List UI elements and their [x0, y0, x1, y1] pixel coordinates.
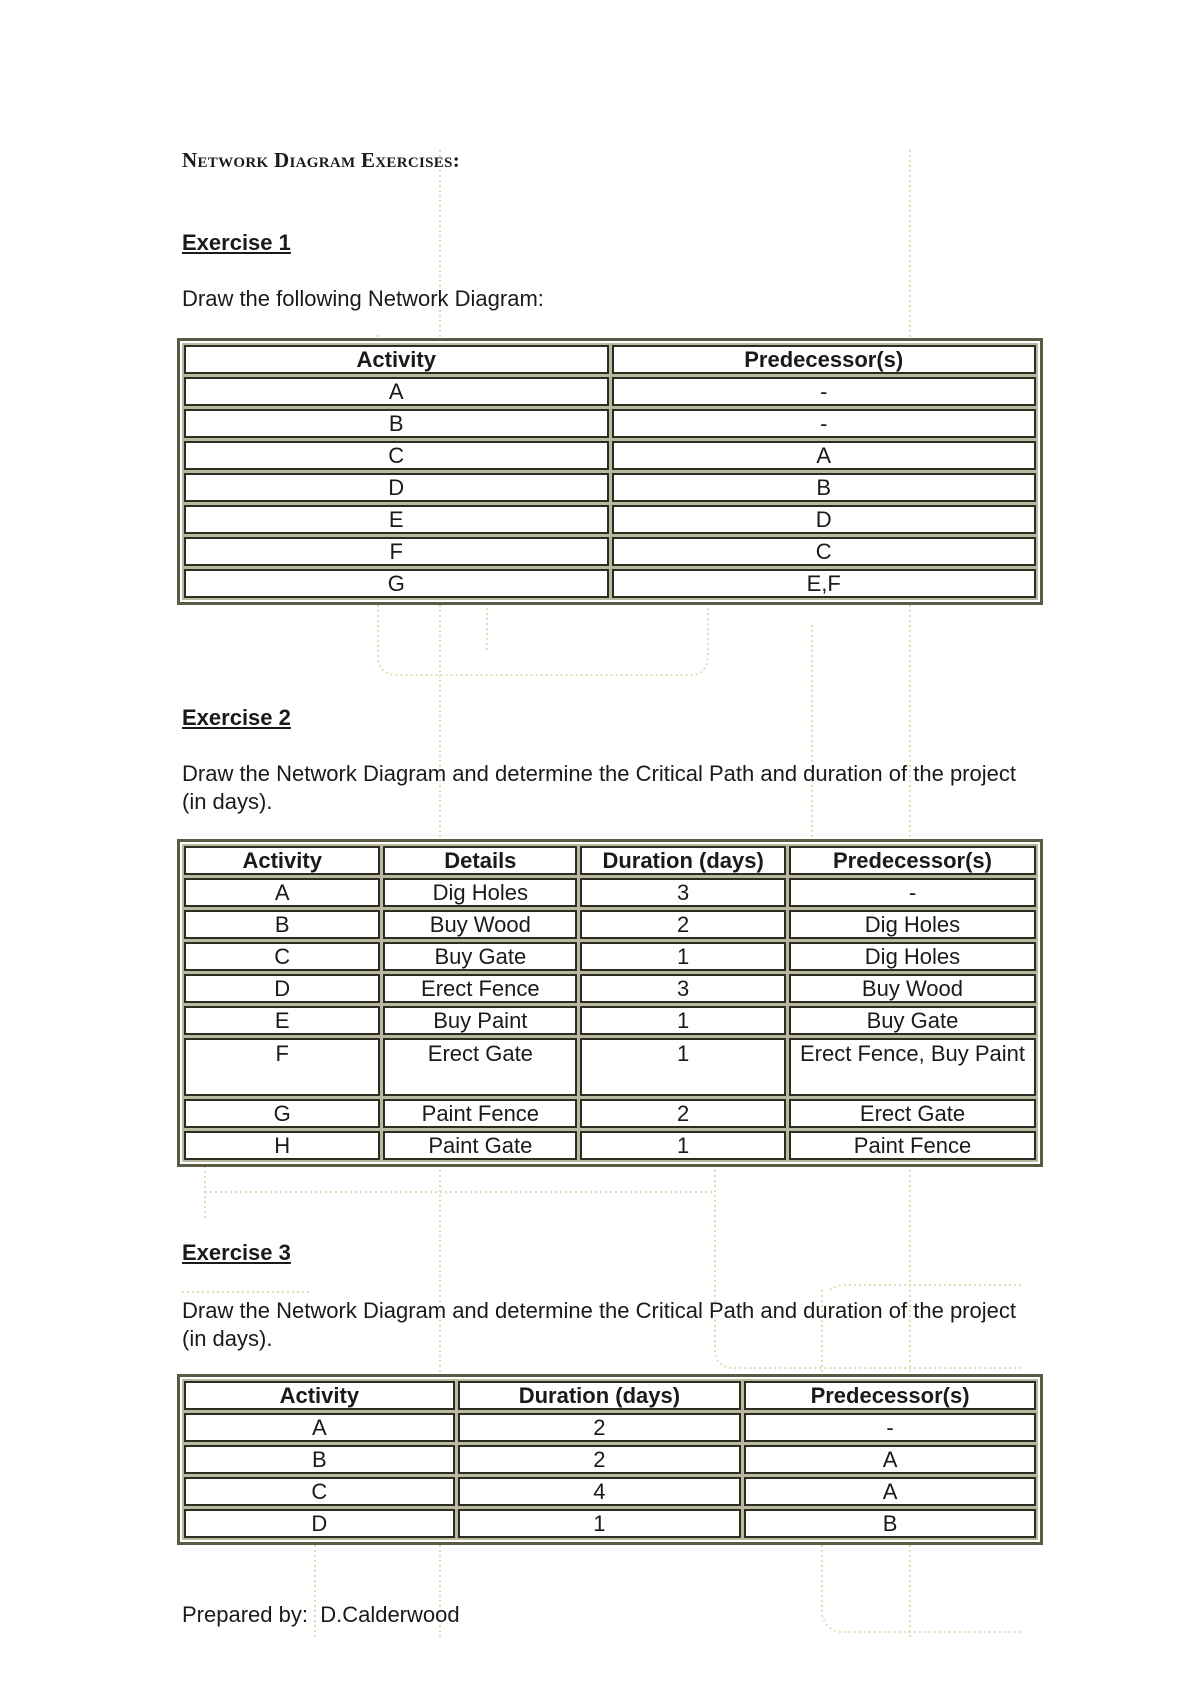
table-cell: C — [612, 537, 1037, 566]
table-cell: F — [184, 537, 609, 566]
column-header: Predecessor(s) — [789, 846, 1036, 875]
table-cell: E — [184, 1006, 380, 1035]
exercise-2-table — [177, 839, 1043, 1167]
table-row — [184, 974, 1036, 1003]
exercise-3-heading: Exercise 3 — [182, 1240, 291, 1265]
table-cell: F — [184, 1038, 380, 1096]
table-cell: C — [184, 441, 609, 470]
exercise-3-table — [177, 1374, 1043, 1545]
table-cell: 4 — [458, 1477, 741, 1506]
table-cell: B — [184, 1445, 455, 1474]
table-cell: D — [184, 473, 609, 502]
exercise-2-heading: Exercise 2 — [182, 705, 291, 730]
table-row — [184, 377, 1036, 406]
prepared-by-line — [182, 1602, 460, 1628]
table-row — [184, 1413, 1036, 1442]
table-row — [184, 1445, 1036, 1474]
exercise-1-instruction: Draw the following Network Diagram: — [182, 286, 544, 311]
table-row — [184, 1477, 1036, 1506]
column-header: Duration (days) — [580, 846, 786, 875]
table-cell: B — [612, 473, 1037, 502]
column-header: Predecessor(s) — [612, 345, 1037, 374]
table-row — [184, 505, 1036, 534]
column-header: Duration (days) — [458, 1381, 741, 1410]
table-cell: Buy Paint — [383, 1006, 577, 1035]
column-header: Activity — [184, 345, 609, 374]
table-cell: Dig Holes — [383, 878, 577, 907]
table-cell: E — [184, 505, 609, 534]
table-cell: 2 — [458, 1413, 741, 1442]
table-cell: 1 — [580, 1038, 786, 1096]
table-cell: E,F — [612, 569, 1037, 598]
table-cell: 1 — [580, 942, 786, 971]
table-cell: D — [612, 505, 1037, 534]
table-row — [184, 910, 1036, 939]
table-cell: 2 — [580, 1099, 786, 1128]
table-row — [184, 1099, 1036, 1128]
column-header: Activity — [184, 846, 380, 875]
table-cell: A — [744, 1477, 1036, 1506]
table-header-row — [184, 846, 1036, 875]
table-cell: 2 — [580, 910, 786, 939]
table-cell: Paint Fence — [789, 1131, 1036, 1160]
exercise-2-instruction: Draw the Network Diagram and determine the Critical Path and duration of the project (in days). — [182, 761, 1016, 814]
column-header: Activity — [184, 1381, 455, 1410]
table-row — [184, 441, 1036, 470]
table-cell: Buy Wood — [789, 974, 1036, 1003]
exercise-3-instruction: Draw the Network Diagram and determine the Critical Path and duration of the project (in days). — [182, 1298, 1016, 1351]
table-row — [184, 1509, 1036, 1538]
table-cell: 1 — [580, 1131, 786, 1160]
table-row — [184, 942, 1036, 971]
table-cell: G — [184, 1099, 380, 1128]
table-cell: - — [789, 878, 1036, 907]
table-row — [184, 473, 1036, 502]
table-cell: 2 — [458, 1445, 741, 1474]
table-cell: 3 — [580, 878, 786, 907]
table-cell: A — [184, 878, 380, 907]
page-title: Network Diagram Exercises: — [182, 148, 460, 172]
exercise-1-heading: Exercise 1 — [182, 230, 291, 255]
table-cell: B — [184, 409, 609, 438]
table-cell: G — [184, 569, 609, 598]
table-row — [184, 1006, 1036, 1035]
table-header-row — [184, 345, 1036, 374]
table-cell: Paint Fence — [383, 1099, 577, 1128]
table-cell: Dig Holes — [789, 910, 1036, 939]
table-cell: - — [612, 377, 1037, 406]
exercise-1-table — [177, 338, 1043, 605]
table-cell: A — [184, 377, 609, 406]
table-cell: Erect Gate — [383, 1038, 577, 1096]
table-cell: C — [184, 942, 380, 971]
table-cell: - — [744, 1413, 1036, 1442]
table-cell: H — [184, 1131, 380, 1160]
table-cell: D — [184, 974, 380, 1003]
table-row — [184, 878, 1036, 907]
table-cell: Buy Wood — [383, 910, 577, 939]
table-cell: Erect Fence, Buy Paint — [789, 1038, 1036, 1096]
table-cell: A — [184, 1413, 455, 1442]
column-header: Predecessor(s) — [744, 1381, 1036, 1410]
table-cell: B — [184, 910, 380, 939]
table-cell: Erect Gate — [789, 1099, 1036, 1128]
table-row — [184, 1131, 1036, 1160]
table-cell: A — [744, 1445, 1036, 1474]
table-cell: Buy Gate — [789, 1006, 1036, 1035]
table-cell: D — [184, 1509, 455, 1538]
column-header: Details — [383, 846, 577, 875]
table-cell: A — [612, 441, 1037, 470]
table-cell: 1 — [580, 1006, 786, 1035]
table-cell: - — [612, 409, 1037, 438]
table-header-row — [184, 1381, 1036, 1410]
author-name: D.Calderwood — [320, 1602, 460, 1627]
table-row — [184, 537, 1036, 566]
table-cell: 1 — [458, 1509, 741, 1538]
table-row — [184, 1038, 1036, 1096]
table-cell: 3 — [580, 974, 786, 1003]
prepared-by-label: Prepared by: — [182, 1602, 308, 1627]
table-cell: B — [744, 1509, 1036, 1538]
table-row — [184, 569, 1036, 598]
table-row — [184, 409, 1036, 438]
table-cell: C — [184, 1477, 455, 1506]
table-cell: Buy Gate — [383, 942, 577, 971]
table-cell: Paint Gate — [383, 1131, 577, 1160]
table-cell: Erect Fence — [383, 974, 577, 1003]
table-cell: Dig Holes — [789, 942, 1036, 971]
